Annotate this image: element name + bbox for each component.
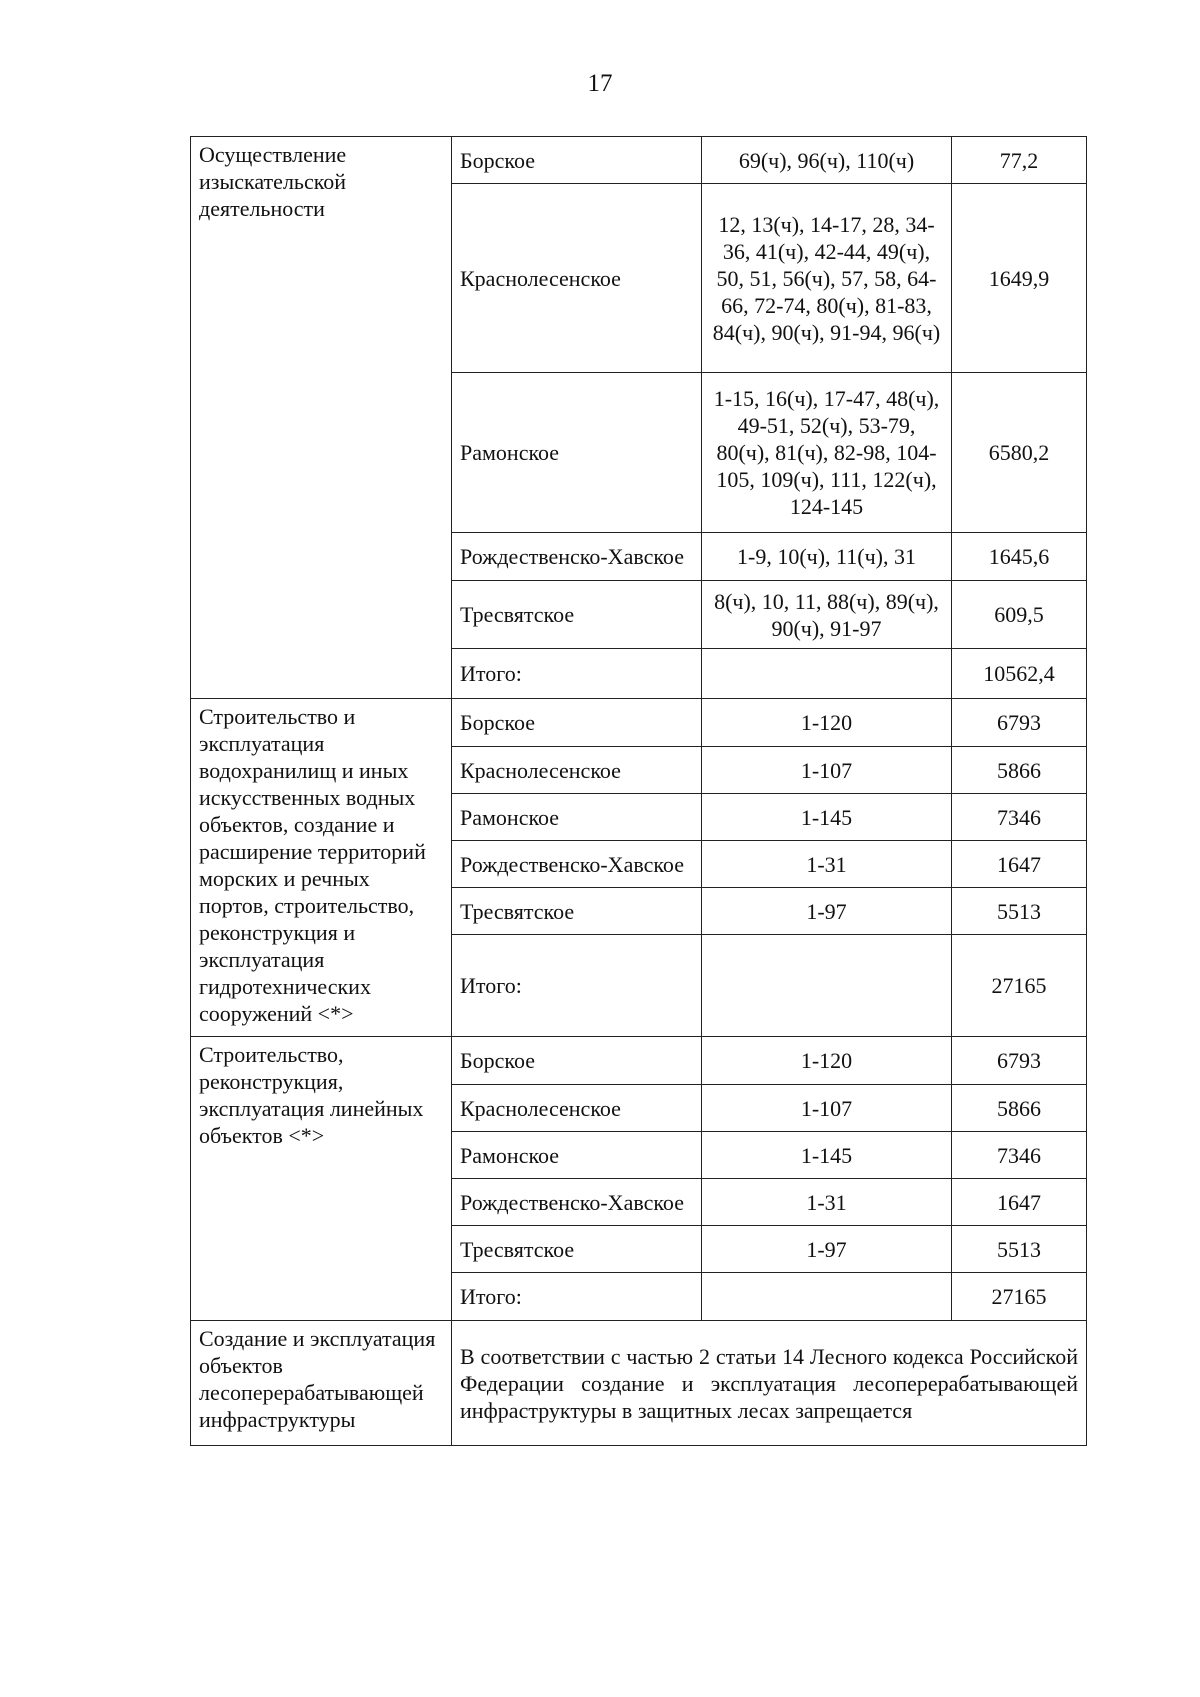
table-row xyxy=(191,1037,1087,1085)
forestry-cell: Краснолесенское xyxy=(452,1085,702,1132)
area-cell: 5866 xyxy=(952,747,1087,794)
quarters-cell: 1-107 xyxy=(702,747,952,794)
quarters-cell: 1-97 xyxy=(702,1226,952,1273)
area-cell: 77,2 xyxy=(952,137,1087,184)
prohibition-note: В соответствии с частью 2 статьи 14 Лесного кодекса Российской Федерации создание и эксплуатация лесоперерабатывающей инфраструктуры в защитных лесах запрещается xyxy=(452,1321,1087,1446)
quarters-cell: 1-9, 10(ч), 11(ч), 31 xyxy=(702,533,952,581)
area-cell: 6580,2 xyxy=(952,373,1087,533)
table-row xyxy=(191,1321,1087,1446)
quarters-cell: 1-97 xyxy=(702,888,952,935)
quarters-cell: 1-145 xyxy=(702,794,952,841)
forestry-cell: Рамонское xyxy=(452,794,702,841)
quarters-cell: 1-120 xyxy=(702,699,952,747)
forestry-cell: Итого: xyxy=(452,649,702,699)
area-cell: 7346 xyxy=(952,1132,1087,1179)
forestry-cell: Тресвятское xyxy=(452,888,702,935)
quarters-cell xyxy=(702,1273,952,1321)
forestry-cell: Тресвятское xyxy=(452,1226,702,1273)
quarters-cell: 69(ч), 96(ч), 110(ч) xyxy=(702,137,952,184)
forestry-cell: Борское xyxy=(452,699,702,747)
quarters-cell xyxy=(702,935,952,1037)
activity-cell: Строительство и эксплуатация водохранилищ и иных искусственных водных объектов, создание и расширение территорий морских и речных портов, строительство, реконструкция и эксплуатация гидротехнических сооружений <*> xyxy=(191,699,452,1037)
quarters-cell: 12, 13(ч), 14-17, 28, 34-36, 41(ч), 42-44, 49(ч), 50, 51, 56(ч), 57, 58, 64-66, 72-74, 80(ч), 81-83, 84(ч), 90(ч), 91-94, 96(ч) xyxy=(702,184,952,373)
activity-cell: Создание и эксплуатация объектов лесоперерабатывающей инфраструктуры xyxy=(191,1321,452,1446)
area-cell: 5513 xyxy=(952,1226,1087,1273)
activity-cell: Осуществление изыскательской деятельности xyxy=(191,137,452,699)
quarters-cell: 1-107 xyxy=(702,1085,952,1132)
quarters-cell: 1-31 xyxy=(702,1179,952,1226)
forestry-cell: Тресвятское xyxy=(452,581,702,649)
table-row xyxy=(191,699,1087,747)
area-cell: 10562,4 xyxy=(952,649,1087,699)
forestry-cell: Рамонское xyxy=(452,373,702,533)
forestry-cell: Борское xyxy=(452,137,702,184)
forestry-cell: Итого: xyxy=(452,935,702,1037)
area-cell: 1647 xyxy=(952,1179,1087,1226)
forestry-cell: Рождественско-Хавское xyxy=(452,841,702,888)
area-cell: 5513 xyxy=(952,888,1087,935)
activity-cell: Строительство, реконструкция, эксплуатация линейных объектов <*> xyxy=(191,1037,452,1321)
table-row xyxy=(191,137,1087,184)
forestry-cell: Рамонское xyxy=(452,1132,702,1179)
forestry-cell: Краснолесенское xyxy=(452,747,702,794)
area-cell: 1645,6 xyxy=(952,533,1087,581)
area-cell: 27165 xyxy=(952,1273,1087,1321)
quarters-cell: 1-120 xyxy=(702,1037,952,1085)
forestry-cell: Рождественско-Хавское xyxy=(452,1179,702,1226)
page-number: 17 xyxy=(587,70,613,97)
quarters-cell: 1-15, 16(ч), 17-47, 48(ч), 49-51, 52(ч), 53-79, 80(ч), 81(ч), 82-98, 104-105, 109(ч), 111, 122(ч), 124-145 xyxy=(702,373,952,533)
forestry-cell: Краснолесенское xyxy=(452,184,702,373)
quarters-cell xyxy=(702,649,952,699)
forest-use-table xyxy=(190,136,1087,1446)
quarters-cell: 1-145 xyxy=(702,1132,952,1179)
area-cell: 6793 xyxy=(952,699,1087,747)
quarters-cell: 1-31 xyxy=(702,841,952,888)
area-cell: 6793 xyxy=(952,1037,1087,1085)
area-cell: 5866 xyxy=(952,1085,1087,1132)
area-cell: 1647 xyxy=(952,841,1087,888)
area-cell: 1649,9 xyxy=(952,184,1087,373)
forestry-cell: Рождественско-Хавское xyxy=(452,533,702,581)
quarters-cell: 8(ч), 10, 11, 88(ч), 89(ч), 90(ч), 91-97 xyxy=(702,581,952,649)
forestry-cell: Итого: xyxy=(452,1273,702,1321)
area-cell: 609,5 xyxy=(952,581,1087,649)
area-cell: 27165 xyxy=(952,935,1087,1037)
area-cell: 7346 xyxy=(952,794,1087,841)
forestry-cell: Борское xyxy=(452,1037,702,1085)
